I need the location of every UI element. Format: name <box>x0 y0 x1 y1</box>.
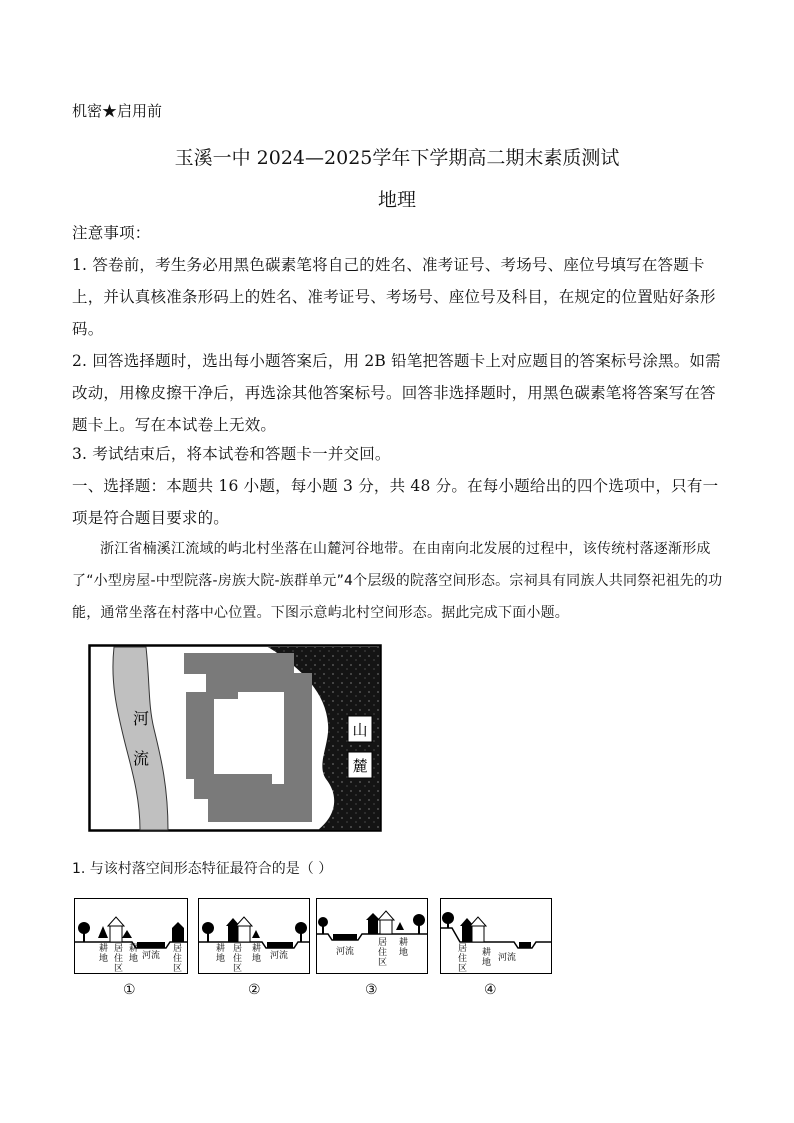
notice-item-3: 3. 考试结束后，将本试卷和答题卡一并交回。 <box>72 445 391 463</box>
option-3-label[interactable]: ③ <box>365 982 378 998</box>
svg-text:河流: 河流 <box>498 953 517 963</box>
svg-text:耕: 耕 <box>252 944 262 954</box>
svg-text:住: 住 <box>458 954 468 964</box>
svg-text:住: 住 <box>378 948 388 958</box>
notice-item-2: 2. 回答选择题时，选出每小题答案后，用 2B 铅笔把答题卡上对应题目的答案标号涂黑。如需改动，用橡皮擦干净后，再选涂其他答案标号。回答非选择题时，用黑色碳素笔将答案写在答题卡上。写在本试卷上无效。 <box>72 352 721 434</box>
notice-item-1: 1. 答卷前，考生务必用黑色碳素笔将自己的姓名、准考证号、考场号、座位号填写在答题卡上，并认真核准条形码上的姓名、准考证号、考场号、座位号及科目，在规定的位置贴好条形码。 <box>72 256 716 338</box>
confidential-mark: 机密★启用前 <box>72 102 163 120</box>
river-label-2: 流 <box>132 749 150 768</box>
svg-text:居: 居 <box>173 944 183 954</box>
svg-text:居: 居 <box>233 944 243 954</box>
svg-text:区: 区 <box>114 964 124 974</box>
svg-text:地: 地 <box>216 954 226 964</box>
option-1-diagram <box>74 898 188 974</box>
option-1-label[interactable]: ① <box>123 982 136 998</box>
svg-text:耕: 耕 <box>216 944 226 954</box>
svg-text:居: 居 <box>458 944 468 954</box>
svg-text:耕: 耕 <box>399 938 409 948</box>
svg-text:住: 住 <box>233 954 243 964</box>
option-4-diagram <box>440 898 552 974</box>
svg-text:耕: 耕 <box>129 944 139 954</box>
svg-text:地: 地 <box>99 954 109 964</box>
svg-text:住: 住 <box>173 954 183 964</box>
mountain-label-2: 麓 <box>352 757 368 775</box>
option-2-label[interactable]: ② <box>248 982 261 998</box>
svg-text:河流: 河流 <box>142 951 161 961</box>
svg-text:区: 区 <box>378 958 388 968</box>
svg-text:居: 居 <box>378 938 388 948</box>
svg-text:耕: 耕 <box>99 944 109 954</box>
option-3-diagram <box>316 898 428 974</box>
exam-subject: 地理 <box>377 189 416 211</box>
notice-heading: 注意事项： <box>72 224 151 242</box>
svg-text:地: 地 <box>482 958 492 968</box>
mountain-label-1: 山 <box>352 721 368 739</box>
svg-text:河流: 河流 <box>336 947 355 957</box>
section-heading: 一、选择题：本题共 16 小题，每小题 3 分，共 48 分。在每小题给出的四个选项中，只有一项是符合题目要求的。 <box>72 477 719 527</box>
village-map <box>88 644 384 834</box>
svg-text:区: 区 <box>173 964 183 974</box>
question-1-stem: 1. 与该村落空间形态特征最符合的是（ ） <box>72 861 333 877</box>
svg-text:地: 地 <box>252 954 262 964</box>
river-label-1: 河 <box>132 709 150 728</box>
svg-text:河流: 河流 <box>270 951 289 961</box>
svg-text:地: 地 <box>399 948 409 958</box>
svg-text:耕: 耕 <box>482 948 492 958</box>
option-2-diagram <box>198 898 310 974</box>
passage-text: 浙江省楠溪江流域的屿北村坐落在山麓河谷地带。在由南向北发展的过程中，该传统村落逐渐形成了“小型房屋-中型院落-房族大院-族群单元”4个层级的院落空间形态。宗祠具有同族人共同祭祀祖先的功能，通常坐落在村落中心位置。下图示意屿北村空间形态。据此完成下面小题。 <box>72 541 723 621</box>
svg-text:区: 区 <box>233 964 243 974</box>
option-4-label[interactable]: ④ <box>484 982 497 998</box>
exam-title: 玉溪一中 2024—2025学年下学期高二期末素质测试 <box>174 147 620 169</box>
svg-text:区: 区 <box>458 964 468 974</box>
svg-text:住: 住 <box>114 954 124 964</box>
svg-text:地: 地 <box>129 954 139 964</box>
svg-text:居: 居 <box>114 944 124 954</box>
